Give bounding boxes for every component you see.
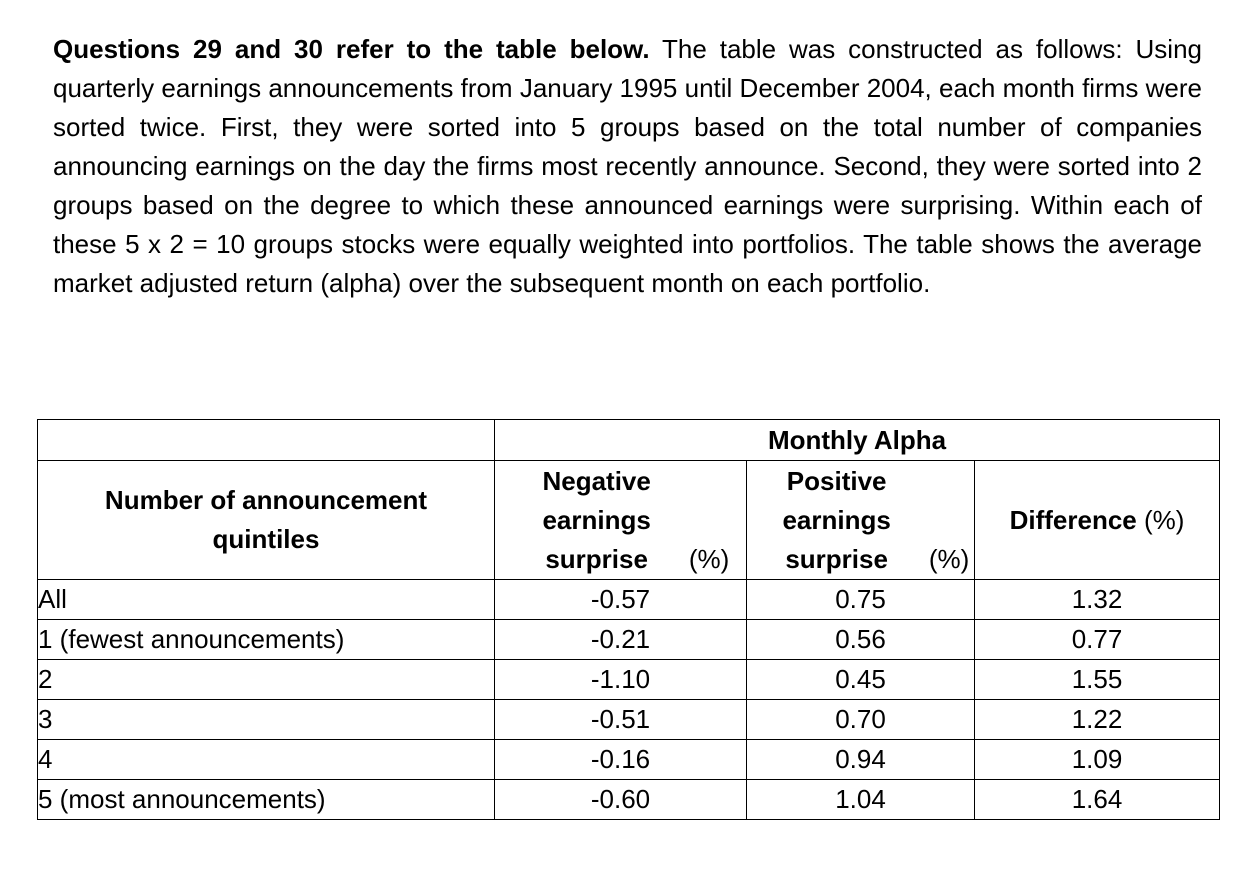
negative-value: -1.10	[495, 660, 747, 700]
col-header-positive-text: Positive earnings surprise	[782, 465, 891, 574]
table-group-header-row	[38, 420, 1220, 461]
row-label: 1 (fewest announcements)	[38, 620, 495, 660]
difference-value: 1.22	[975, 700, 1220, 740]
table-row	[38, 620, 1220, 660]
positive-value: 0.70	[747, 700, 975, 740]
difference-value: 1.55	[975, 660, 1220, 700]
col-header-difference-text: Difference	[1009, 504, 1137, 535]
positive-value: 0.56	[747, 620, 975, 660]
row-label: 3	[38, 700, 495, 740]
table-column-header-row	[38, 461, 1220, 580]
negative-value: -0.60	[495, 780, 747, 820]
col-header-difference-unit: (%)	[1143, 504, 1185, 535]
positive-value: 1.04	[747, 780, 975, 820]
positive-value: 0.94	[747, 740, 975, 780]
table-row	[38, 580, 1220, 620]
col-header-negative	[495, 461, 747, 580]
positive-value: 0.45	[747, 660, 975, 700]
row-label: All	[38, 580, 495, 620]
empty-corner-cell	[38, 420, 495, 461]
row-label: 2	[38, 660, 495, 700]
col-header-negative-text: Negative earnings surprise	[542, 465, 651, 574]
positive-value: 0.75	[747, 580, 975, 620]
intro-text: The table was constructed as follows: Using quarterly earnings announcements from January 1995 until December 2004, each month firms were sorted twice. First, they were sorted into 5 groups based on the total number of companies announcing earnings on the day the firms most recently announce. Second, they were sorted into 2 groups based on the degree to which these announced earnings were surprising. Within each of these 5 x 2 = 10 groups stocks were equally weighted into portfolios. The table shows the average market adjusted return (alpha) over the subsequent month on each portfolio.	[53, 34, 1202, 298]
monthly-alpha-table	[37, 419, 1220, 820]
intro-paragraph	[53, 30, 1202, 303]
difference-value: 0.77	[975, 620, 1220, 660]
table-row	[38, 700, 1220, 740]
intro-bold-lead: Questions 29 and 30 refer to the table below.	[53, 34, 650, 64]
row-label: 4	[38, 740, 495, 780]
row-header-text: Number of announcement quintiles	[104, 485, 428, 554]
monthly-alpha-header: Monthly Alpha	[495, 420, 1220, 461]
difference-value: 1.09	[975, 740, 1220, 780]
table-row	[38, 740, 1220, 780]
table-row	[38, 780, 1220, 820]
row-header-quintiles	[38, 461, 495, 580]
difference-value: 1.32	[975, 580, 1220, 620]
table-row	[38, 660, 1220, 700]
negative-value: -0.16	[495, 740, 747, 780]
negative-value: -0.51	[495, 700, 747, 740]
col-header-positive	[747, 461, 975, 580]
difference-value: 1.64	[975, 780, 1220, 820]
col-header-positive-unit: (%)	[928, 543, 970, 574]
row-label: 5 (most announcements)	[38, 780, 495, 820]
col-header-difference	[975, 461, 1220, 580]
negative-value: -0.21	[495, 620, 747, 660]
negative-value: -0.57	[495, 580, 747, 620]
col-header-negative-unit: (%)	[688, 543, 730, 574]
